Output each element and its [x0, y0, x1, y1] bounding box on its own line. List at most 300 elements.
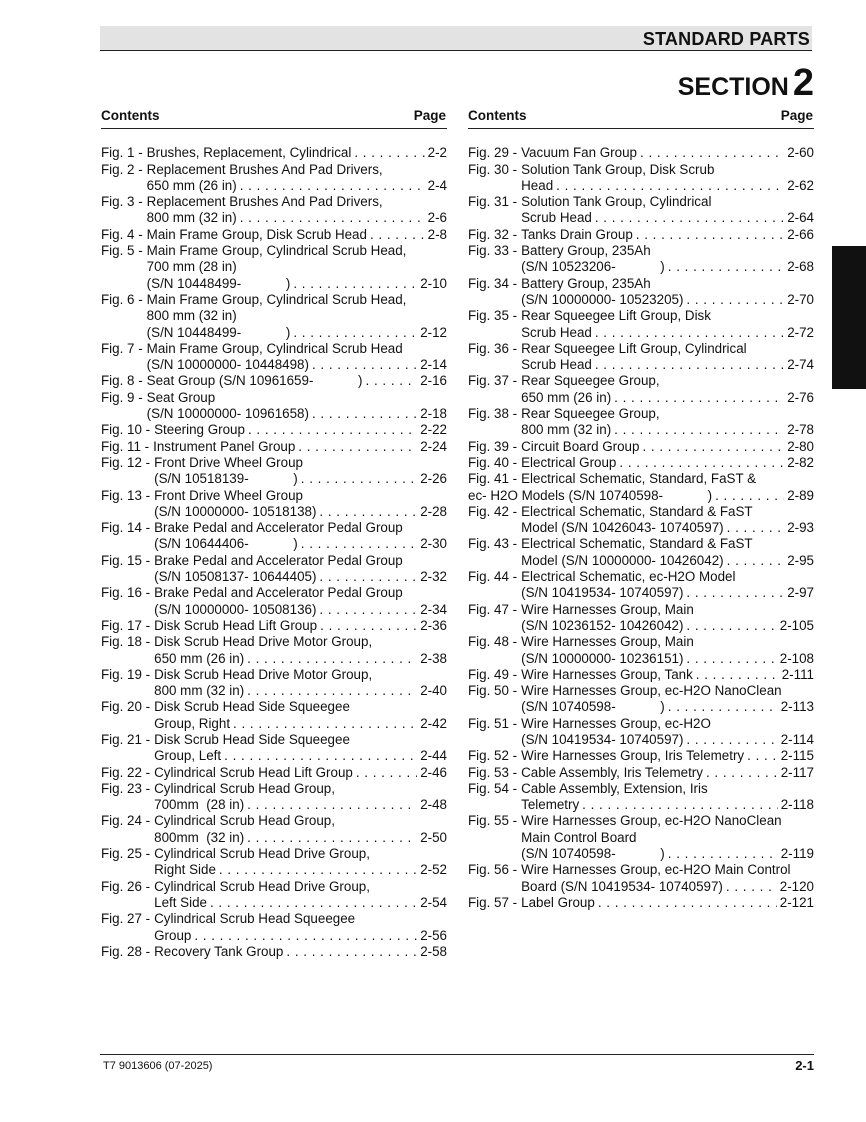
entry-title: Main Frame Group, Disk Scrub Head	[146, 226, 367, 242]
dot-leader	[240, 210, 425, 226]
toc-entry[interactable]	[468, 569, 814, 602]
figure-number: Fig. 15 -	[101, 552, 151, 568]
entry-title: Cable Assembly, Extension, Iris	[521, 780, 708, 796]
entry-title: Right Side	[154, 862, 216, 878]
entry-title: Front Drive Wheel Group	[154, 454, 303, 470]
entry-title: (S/N 10740598- )	[521, 699, 665, 715]
entry-title: Replacement Brushes And Pad Drivers,	[146, 194, 383, 210]
entry-title: Electrical Schematic, Standard & FaST	[521, 536, 753, 552]
figure-number: Fig. 44 -	[468, 569, 518, 585]
dot-leader	[668, 259, 784, 275]
entry-title: Rear Squeegee Group,	[521, 373, 660, 389]
toc-entry[interactable]	[468, 276, 814, 309]
toc-list-right	[468, 145, 814, 911]
figure-number: Fig. 19 -	[101, 666, 151, 682]
page-label: Page	[780, 108, 813, 123]
page-ref: 2-16	[420, 373, 447, 389]
entry-title: Wire Harnesses Group, ec-H2O	[521, 715, 711, 731]
entry-title: (S/N 10644406- )	[154, 536, 298, 552]
dot-leader	[194, 928, 417, 944]
page-ref: 2-38	[420, 650, 447, 666]
dot-leader	[210, 895, 417, 911]
entry-title: Instrument Panel Group	[153, 438, 296, 454]
entry-title: Solution Tank Group, Disk Scrub	[521, 161, 715, 177]
page-ref: 2-119	[780, 846, 814, 862]
figure-number: Fig. 33 -	[468, 243, 518, 259]
toc-entry[interactable]	[101, 879, 447, 912]
toc-entry[interactable]	[468, 471, 814, 504]
dot-leader	[715, 488, 784, 504]
dot-leader	[640, 145, 784, 161]
figure-number: Fig. 20 -	[101, 699, 151, 715]
dot-leader	[595, 325, 784, 341]
entry-title: Disk Scrub Head Drive Motor Group,	[154, 666, 373, 682]
toc-entry[interactable]	[468, 716, 814, 749]
toc-entry[interactable]	[468, 765, 814, 781]
entry-title: ec- H2O Models (S/N 10740598- )	[468, 487, 713, 503]
page-ref: 2-36	[420, 617, 447, 633]
entry-title: Disk Scrub Head Lift Group	[154, 617, 318, 633]
toc-entry[interactable]	[468, 748, 814, 764]
dot-leader	[726, 879, 777, 895]
page-ref: 2-8	[427, 226, 447, 242]
page-ref: 2-78	[787, 422, 814, 438]
dot-leader	[614, 422, 784, 438]
toc-entry[interactable]	[101, 422, 447, 438]
entry-title: Main Control Board	[521, 829, 637, 845]
page-ref: 2-32	[420, 569, 447, 585]
toc-entry[interactable]	[468, 683, 814, 716]
entry-title: Seat Group (S/N 10961659- )	[146, 373, 363, 389]
dot-leader	[320, 618, 417, 634]
toc-entry[interactable]	[101, 439, 447, 455]
page-label: Page	[413, 108, 446, 123]
entry-title: 650 mm (26 in)	[521, 389, 612, 405]
page-ref: 2-22	[420, 422, 447, 438]
entry-title: Electrical Schematic, Standard & FaST	[521, 503, 753, 519]
entry-title: Cylindrical Scrub Head Drive Group,	[154, 878, 370, 894]
toc-entry[interactable]	[101, 488, 447, 521]
entry-title: Left Side	[154, 894, 207, 910]
figure-number: Fig. 6 -	[101, 291, 143, 307]
page-ref: 2-70	[787, 291, 814, 307]
figure-number: Fig. 26 -	[101, 878, 151, 894]
figure-number: Fig. 31 -	[468, 194, 518, 210]
toc-entry[interactable]	[468, 439, 814, 455]
page-ref: 2-46	[420, 764, 447, 780]
entry-title: Scrub Head	[521, 357, 592, 373]
toc-entry[interactable]	[468, 243, 814, 276]
toc-entry[interactable]	[468, 341, 814, 374]
toc-entry[interactable]	[468, 895, 814, 911]
dot-leader	[727, 520, 785, 536]
toc-entry[interactable]	[101, 944, 447, 960]
dot-leader	[686, 618, 776, 634]
entry-title: 800 mm (32 in)	[146, 308, 237, 324]
page-ref: 2-24	[420, 438, 447, 454]
page-ref: 2-14	[420, 357, 447, 373]
entry-title: (S/N 10740598- )	[521, 846, 665, 862]
figure-number: Fig. 41 -	[468, 471, 518, 487]
entry-title: Electrical Schematic, ec-H2O Model	[521, 569, 736, 585]
entry-title: (S/N 10523206- )	[521, 259, 665, 275]
entry-title: Cylindrical Scrub Head Group,	[154, 813, 335, 829]
page-ref: 2-28	[420, 503, 447, 519]
page-ref: 2-12	[420, 324, 447, 340]
toc-entry[interactable]	[101, 145, 447, 161]
page-ref: 2-2	[427, 145, 447, 161]
toc-entry[interactable]	[101, 781, 447, 814]
dot-leader	[247, 797, 417, 813]
page-ref: 2-95	[787, 552, 814, 568]
dot-leader	[301, 536, 417, 552]
entry-title: 650 mm (26 in)	[154, 650, 245, 666]
toc-entry[interactable]	[468, 536, 814, 569]
page-ref: 2-82	[787, 454, 814, 470]
entry-title: Brake Pedal and Accelerator Pedal Group	[154, 520, 403, 536]
entry-title: Wire Harnesses Group, Main	[521, 634, 694, 650]
figure-number: Fig. 17 -	[101, 617, 151, 633]
figure-number: Fig. 55 -	[468, 813, 518, 829]
page-ref: 2-42	[420, 715, 447, 731]
entry-title: Board (S/N 10419534- 10740597)	[521, 878, 723, 894]
dot-leader	[298, 439, 417, 455]
figure-number: Fig. 16 -	[101, 585, 151, 601]
entry-title: Group, Right	[154, 715, 231, 731]
page-ref: 2-52	[420, 862, 447, 878]
dot-leader	[642, 439, 784, 455]
toc-entry[interactable]	[101, 227, 447, 243]
figure-number: Fig. 32 -	[468, 226, 518, 242]
entry-title: 800 mm (32 in)	[521, 422, 612, 438]
entry-title: Disk Scrub Head Side Squeegee	[154, 731, 350, 747]
entry-title: Battery Group, 235Ah	[521, 243, 651, 259]
dot-leader	[233, 716, 417, 732]
figure-number: Fig. 1 -	[101, 145, 143, 161]
figure-number: Fig. 34 -	[468, 275, 518, 291]
entry-title: (S/N 10419534- 10740597)	[521, 731, 684, 747]
figure-number: Fig. 54 -	[468, 780, 518, 796]
page-ref: 2-60	[787, 145, 814, 161]
page-ref: 2-58	[420, 943, 447, 959]
page-ref: 2-117	[780, 764, 814, 780]
page-ref: 2-48	[420, 797, 447, 813]
entry-title: (S/N 10508137- 10644405)	[154, 569, 317, 585]
figure-number: Fig. 52 -	[468, 748, 518, 764]
entry-title: Brake Pedal and Accelerator Pedal Group	[154, 585, 403, 601]
dot-leader	[686, 732, 777, 748]
figure-number: Fig. 25 -	[101, 846, 151, 862]
figure-number: Fig. 53 -	[468, 764, 518, 780]
entry-title: (S/N 10236152- 10426042)	[521, 617, 684, 633]
figure-number: Fig. 11 -	[101, 438, 150, 454]
figure-number: Fig. 18 -	[101, 634, 151, 650]
entry-title: (S/N 10448499- )	[146, 275, 291, 291]
entry-title: Tanks Drain Group	[521, 226, 633, 242]
page-ref: 2-30	[420, 536, 447, 552]
dot-leader	[247, 683, 417, 699]
entry-title: Brushes, Replacement, Cylindrical	[146, 145, 352, 161]
dot-leader	[636, 227, 784, 243]
entry-title: 700mm (28 in)	[154, 797, 245, 813]
entry-title: Wire Harnesses Group, ec-H2O NanoClean	[521, 683, 782, 699]
toc-entry[interactable]	[468, 667, 814, 683]
dot-leader	[224, 748, 417, 764]
figure-number: Fig. 35 -	[468, 308, 518, 324]
dot-leader	[312, 357, 417, 373]
section-number: 2	[792, 62, 814, 104]
figure-number: Fig. 21 -	[101, 731, 151, 747]
dot-leader	[595, 357, 784, 373]
toc-entry[interactable]	[101, 618, 447, 634]
entry-title: 650 mm (26 in)	[146, 177, 237, 193]
toc-entry[interactable]	[101, 699, 447, 732]
page-ref: 2-54	[420, 894, 447, 910]
toc-entry[interactable]	[468, 227, 814, 243]
page-ref: 2-120	[779, 878, 814, 894]
dot-leader	[319, 569, 417, 585]
figure-number: Fig. 48 -	[468, 634, 518, 650]
page-ref: 2-114	[780, 731, 814, 747]
entry-title: Wire Harnesses Group, Main	[521, 601, 694, 617]
dot-leader	[286, 944, 417, 960]
figure-number: Fig. 47 -	[468, 601, 518, 617]
figure-number: Fig. 14 -	[101, 520, 151, 536]
dot-leader	[240, 178, 425, 194]
page-ref: 2-105	[779, 617, 814, 633]
toc-entry[interactable]	[468, 194, 814, 227]
figure-number: Fig. 27 -	[101, 911, 151, 927]
dot-leader	[696, 667, 779, 683]
toc-entry[interactable]	[101, 846, 447, 879]
toc-entry[interactable]	[101, 292, 447, 341]
entry-title: Cylindrical Scrub Head Lift Group	[154, 764, 353, 780]
figure-number: Fig. 38 -	[468, 406, 518, 422]
dot-leader	[598, 895, 777, 911]
dot-leader	[614, 390, 784, 406]
figure-number: Fig. 2 -	[101, 161, 143, 177]
toc-entry[interactable]	[101, 634, 447, 667]
dot-leader	[668, 846, 778, 862]
entry-title: (S/N 10000000- 10518138)	[154, 503, 317, 519]
toc-entry[interactable]	[468, 455, 814, 471]
entry-title: Rear Squeegee Lift Group, Cylindrical	[521, 340, 747, 356]
entry-title: Scrub Head	[521, 324, 592, 340]
entry-title: Model (S/N 10000000- 10426042)	[521, 552, 724, 568]
page-ref: 2-18	[420, 406, 447, 422]
contents-label: Contents	[468, 108, 527, 123]
figure-number: Fig. 56 -	[468, 862, 518, 878]
entry-title: (S/N 10000000- 10961658)	[146, 406, 309, 422]
page-ref: 2-74	[787, 357, 814, 373]
figure-number: Fig. 28 -	[101, 943, 151, 959]
toc-entry[interactable]	[468, 862, 814, 895]
figure-number: Fig. 10 -	[101, 422, 151, 438]
page-ref: 2-26	[420, 471, 447, 487]
figure-number: Fig. 13 -	[101, 487, 151, 503]
page-ref: 2-118	[780, 797, 814, 813]
page-ref: 2-115	[780, 748, 814, 764]
entry-title: Rear Squeegee Lift Group, Disk	[521, 308, 711, 324]
entry-title: Seat Group	[146, 389, 216, 405]
entry-title: (S/N 10518139- )	[154, 471, 298, 487]
dot-leader	[219, 862, 417, 878]
entry-title: (S/N 10000000- 10236151)	[521, 650, 684, 666]
entry-title: Wire Harnesses Group, ec-H2O Main Control	[521, 862, 791, 878]
entry-title: Cable Assembly, Iris Telemetry	[521, 764, 703, 780]
dot-leader	[706, 765, 778, 781]
toc-entry[interactable]	[101, 732, 447, 765]
page-ref: 2-89	[787, 487, 814, 503]
toc-entry[interactable]	[468, 162, 814, 195]
toc-entry[interactable]	[468, 145, 814, 161]
toc-entry[interactable]	[468, 406, 814, 439]
entry-title: Recovery Tank Group	[154, 943, 284, 959]
entry-title: Scrub Head	[521, 210, 592, 226]
entry-title: Main Frame Group, Cylindrical Scrub Head	[146, 340, 403, 356]
entry-title: Main Frame Group, Cylindrical Scrub Head,	[146, 291, 407, 307]
toc-entry[interactable]	[101, 911, 447, 944]
dot-leader	[247, 830, 417, 846]
figure-number: Fig. 43 -	[468, 536, 518, 552]
figure-number: Fig. 4 -	[101, 226, 143, 242]
section-word: SECTION	[677, 73, 789, 101]
figure-number: Fig. 5 -	[101, 243, 143, 259]
dot-leader	[668, 699, 778, 715]
toc-entry[interactable]	[468, 602, 814, 635]
entry-title: Wire Harnesses Group, ec-H2O NanoClean	[521, 813, 782, 829]
figure-number: Fig. 29 -	[468, 145, 518, 161]
dot-leader	[301, 471, 417, 487]
page-ref: 2-93	[787, 520, 814, 536]
dot-leader	[747, 748, 778, 764]
page-ref: 2-10	[420, 275, 447, 291]
contents-label: Contents	[101, 108, 160, 123]
entry-title: 800 mm (32 in)	[146, 210, 237, 226]
page-ref: 2-72	[787, 324, 814, 340]
toc-entry[interactable]	[101, 585, 447, 618]
entry-title: Circuit Board Group	[521, 438, 640, 454]
page-ref: 2-50	[420, 829, 447, 845]
entry-title: Label Group	[521, 894, 595, 910]
toc-entry[interactable]	[101, 455, 447, 488]
toc-entry[interactable]	[101, 194, 447, 227]
entry-title: Cylindrical Scrub Head Drive Group,	[154, 846, 370, 862]
toc-entry[interactable]	[101, 553, 447, 586]
toc-entry[interactable]	[468, 634, 814, 667]
figure-number: Fig. 7 -	[101, 340, 143, 356]
dot-leader	[247, 651, 417, 667]
toc-list-left	[101, 145, 447, 960]
toc-entry[interactable]	[101, 390, 447, 423]
page-ref: 2-111	[781, 666, 814, 682]
entry-title: Wire Harnesses Group, Iris Telemetry	[521, 748, 745, 764]
entry-title: (S/N 10000000- 10448498)	[146, 357, 309, 373]
toc-entry[interactable]	[468, 781, 814, 814]
toc-entry[interactable]	[101, 341, 447, 374]
dot-leader	[354, 145, 424, 161]
entry-title: Electrical Schematic, Standard, FaST &	[521, 471, 757, 487]
entry-title: (S/N 10000000- 10508136)	[154, 601, 317, 617]
toc-entry[interactable]	[468, 504, 814, 537]
figure-number: Fig. 23 -	[101, 780, 151, 796]
dot-leader	[312, 406, 417, 422]
page-number: 2-1	[795, 1058, 814, 1073]
dot-leader	[293, 325, 417, 341]
entry-title: Disk Scrub Head Drive Motor Group,	[154, 634, 373, 650]
toc-entry[interactable]	[468, 373, 814, 406]
entry-title: Model (S/N 10426043- 10740597)	[521, 520, 724, 536]
dot-leader	[582, 797, 778, 813]
dot-leader	[595, 210, 784, 226]
entry-title: Vacuum Fan Group	[521, 145, 637, 161]
toc-entry[interactable]	[101, 765, 447, 781]
page-ref: 2-68	[787, 259, 814, 275]
figure-number: Fig. 49 -	[468, 666, 518, 682]
toc-entry[interactable]	[101, 520, 447, 553]
page-ref: 2-80	[787, 438, 814, 454]
entry-title: (S/N 10448499- )	[146, 324, 291, 340]
dot-leader	[366, 373, 418, 389]
toc-entry[interactable]	[468, 813, 814, 862]
figure-number: Fig. 12 -	[101, 454, 151, 470]
contents-header	[468, 108, 814, 129]
page-ref: 2-62	[787, 177, 814, 193]
page-ref: 2-6	[427, 210, 447, 226]
page-ref: 2-113	[780, 699, 814, 715]
toc-entry[interactable]	[101, 373, 447, 389]
figure-number: Fig. 22 -	[101, 764, 151, 780]
footer-rule	[100, 1054, 814, 1055]
dot-leader	[686, 292, 784, 308]
toc-entry[interactable]	[101, 813, 447, 846]
page-ref: 2-44	[420, 748, 447, 764]
dot-leader	[370, 227, 425, 243]
entry-title: Group, Left	[154, 748, 222, 764]
toc-entry[interactable]	[101, 667, 447, 700]
entry-title: Replacement Brushes And Pad Drivers,	[146, 161, 383, 177]
entry-title: Head	[521, 177, 554, 193]
page-ref: 2-64	[787, 210, 814, 226]
dot-leader	[686, 651, 776, 667]
entry-title: Brake Pedal and Accelerator Pedal Group	[154, 552, 403, 568]
toc-entry[interactable]	[468, 308, 814, 341]
contents-column-right	[468, 108, 814, 911]
entry-title: Disk Scrub Head Side Squeegee	[154, 699, 350, 715]
figure-number: Fig. 30 -	[468, 161, 518, 177]
entry-title: 800mm (32 in)	[154, 829, 245, 845]
figure-number: Fig. 37 -	[468, 373, 518, 389]
document-id: T7 9013606 (07-2025)	[103, 1060, 213, 1072]
figure-number: Fig. 51 -	[468, 715, 518, 731]
toc-entry[interactable]	[101, 243, 447, 292]
dot-leader	[619, 455, 784, 471]
page-ref: 2-108	[779, 650, 814, 666]
page-ref: 2-40	[420, 683, 447, 699]
figure-number: Fig. 42 -	[468, 503, 518, 519]
entry-title: Cylindrical Scrub Head Squeegee	[154, 911, 356, 927]
entry-title: Group	[154, 927, 192, 943]
contents-column-left	[101, 108, 447, 960]
entry-title: (S/N 10419534- 10740597)	[521, 585, 684, 601]
dot-leader	[319, 504, 417, 520]
dot-leader	[727, 553, 785, 569]
entry-title: 700 mm (28 in)	[146, 259, 237, 275]
toc-entry[interactable]	[101, 162, 447, 195]
section-thumb-tab	[832, 246, 866, 389]
page-ref: 2-97	[787, 585, 814, 601]
figure-number: Fig. 3 -	[101, 194, 143, 210]
